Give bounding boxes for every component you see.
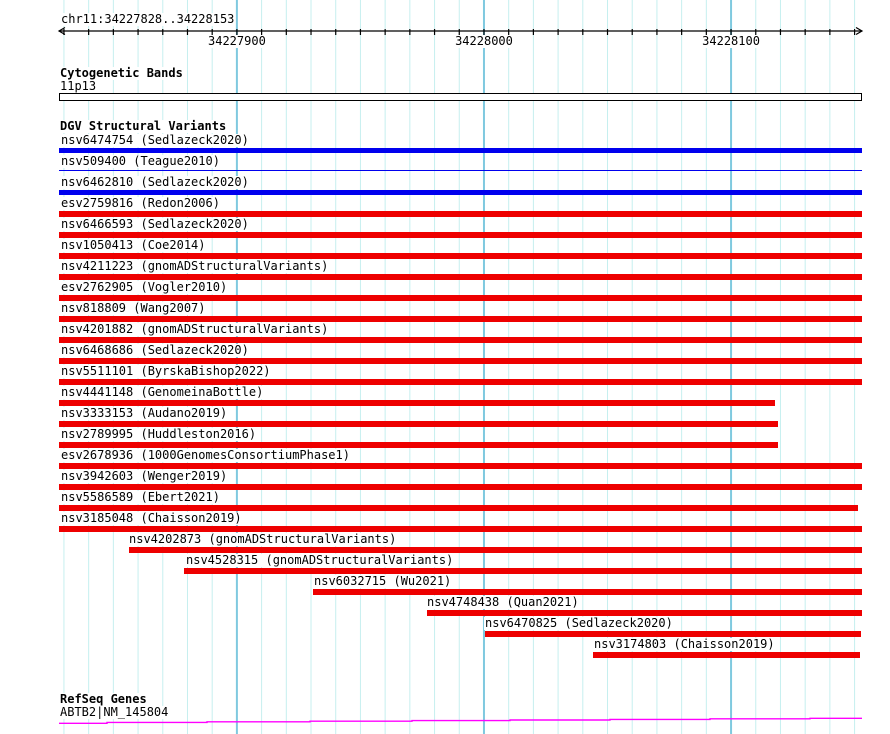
variant-label[interactable]: esv2678936 (1000GenomesConsortiumPhase1): [61, 448, 350, 462]
variant-bar[interactable]: [59, 505, 858, 511]
variant-label[interactable]: nsv818809 (Wang2007): [61, 301, 206, 315]
variant-bar[interactable]: [59, 274, 862, 280]
variant-bar[interactable]: [59, 526, 862, 532]
variant-bar[interactable]: [59, 190, 862, 196]
variant-label[interactable]: nsv4211223 (gnomADStructuralVariants): [61, 259, 329, 273]
ruler-tick-label: 34228100: [702, 34, 760, 48]
refseq-section-title: RefSeq Genes: [60, 692, 147, 706]
variant-bar[interactable]: [59, 421, 778, 427]
ruler-tick-label: 34228000: [455, 34, 513, 48]
variant-label[interactable]: nsv6466593 (Sedlazeck2020): [61, 217, 249, 231]
variant-bar[interactable]: [59, 358, 862, 364]
variant-bar[interactable]: [59, 484, 862, 490]
variant-bar[interactable]: [59, 170, 862, 172]
variant-label[interactable]: esv2762905 (Vogler2010): [61, 280, 228, 294]
variant-label[interactable]: nsv3185048 (Chaisson2019): [61, 511, 242, 525]
variant-bar[interactable]: [59, 148, 862, 154]
variant-bar[interactable]: [313, 589, 862, 595]
variant-label[interactable]: nsv3942603 (Wenger2019): [61, 469, 228, 483]
variant-label[interactable]: nsv6474754 (Sedlazeck2020): [61, 133, 249, 147]
variant-bar[interactable]: [59, 232, 862, 238]
variant-bar[interactable]: [59, 316, 862, 322]
variant-label[interactable]: nsv4528315 (gnomADStructuralVariants): [186, 553, 454, 567]
cytoband-name-label: 11p13: [60, 79, 97, 93]
variant-bar[interactable]: [59, 211, 862, 217]
variant-bar[interactable]: [59, 400, 775, 406]
variant-bar[interactable]: [427, 610, 862, 616]
dgv-section-title: DGV Structural Variants: [60, 119, 227, 133]
variant-bar[interactable]: [59, 253, 862, 259]
variant-label[interactable]: nsv3333153 (Audano2019): [61, 406, 228, 420]
variant-bar[interactable]: [59, 337, 862, 343]
ruler-tick-label: 34227900: [207, 34, 266, 48]
variant-label[interactable]: nsv2789995 (Huddleston2016): [61, 427, 257, 441]
variant-label[interactable]: nsv1050413 (Coe2014): [61, 238, 206, 252]
variant-bar[interactable]: [59, 442, 778, 448]
position-title: chr11:34227828..34228153: [61, 12, 235, 26]
variant-bar[interactable]: [59, 379, 862, 385]
variant-label[interactable]: nsv6032715 (Wu2021): [314, 574, 452, 588]
variant-bar[interactable]: [129, 547, 862, 553]
variant-label[interactable]: nsv6462810 (Sedlazeck2020): [61, 175, 249, 189]
variant-bar[interactable]: [184, 568, 862, 574]
variant-bar[interactable]: [593, 652, 860, 658]
variant-label[interactable]: nsv4202873 (gnomADStructuralVariants): [129, 532, 397, 546]
variant-bar[interactable]: [59, 295, 862, 301]
variant-label[interactable]: nsv6470825 (Sedlazeck2020): [485, 616, 673, 630]
gene-line[interactable]: [59, 718, 862, 723]
variant-label[interactable]: nsv4201882 (gnomADStructuralVariants): [61, 322, 329, 336]
variant-label[interactable]: nsv5511101 (ByrskaBishop2022): [61, 364, 271, 378]
variant-label[interactable]: nsv4441148 (GenomeinaBottle): [61, 385, 264, 399]
variant-label[interactable]: esv2759816 (Redon2006): [61, 196, 220, 210]
variant-label[interactable]: nsv4748438 (Quan2021): [427, 595, 579, 609]
variant-bar[interactable]: [59, 463, 862, 469]
cytoband-section-title: Cytogenetic Bands: [60, 66, 183, 80]
variant-label[interactable]: nsv5586589 (Ebert2021): [61, 490, 220, 504]
variant-bar[interactable]: [485, 631, 861, 637]
refseq-gene-label[interactable]: ABTB2|NM_145804: [60, 705, 169, 719]
variant-label[interactable]: nsv3174803 (Chaisson2019): [594, 637, 775, 651]
variant-label[interactable]: nsv509400 (Teague2010): [61, 154, 220, 168]
variant-label[interactable]: nsv6468686 (Sedlazeck2020): [61, 343, 249, 357]
